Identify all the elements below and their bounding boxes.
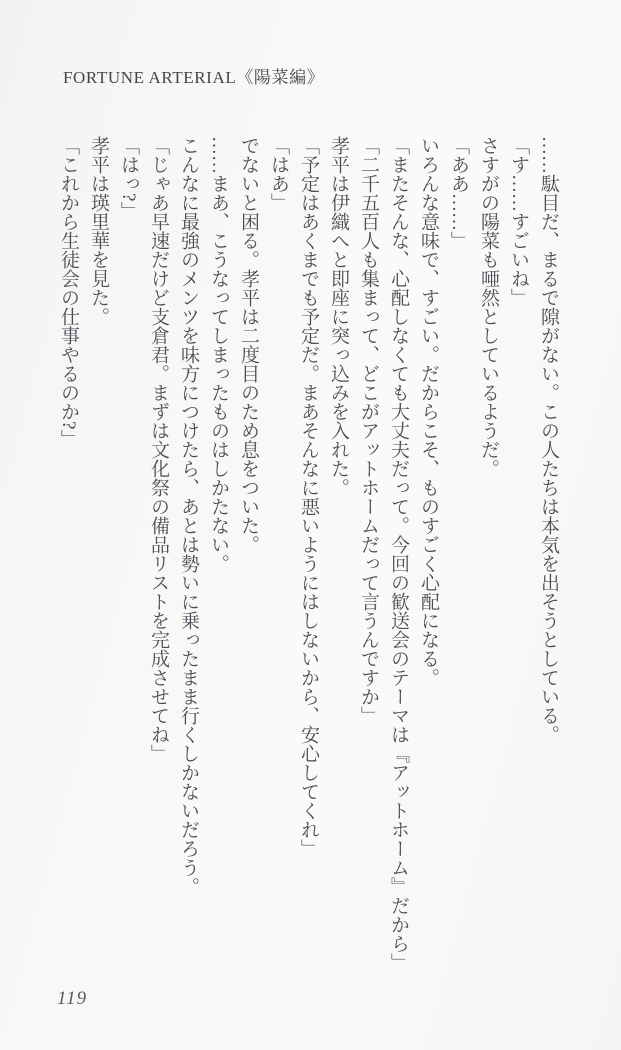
paragraph-dialogue: 「ああ……」 <box>448 136 469 250</box>
paragraph-dialogue: 「す……すごいね」 <box>508 136 529 307</box>
paragraph-narration: 孝平は瑛里華を見た。 <box>88 136 109 326</box>
paragraph-narration: いろんな意味で、すごい。だからこそ、ものすごく心配になる。 <box>418 136 439 687</box>
vertical-text-block <box>49 136 563 978</box>
paragraph-narration: ……まあ、こうなってしまったものはしかたない。 <box>208 136 229 573</box>
paragraph-dialogue: 「またそんな、心配しなくても大丈夫だって。今回の歓送会のテーマは『アットホーム』だから」 <box>388 136 409 972</box>
paragraph-narration: さすがの陽菜も唖然としているようだ。 <box>478 136 499 478</box>
paragraph-dialogue: 「じゃあ早速だけど支倉君。まずは文化祭の備品リストを完成させてね」 <box>148 136 169 763</box>
running-header-title: FORTUNE ARTERIAL《陽菜編》 <box>63 68 325 87</box>
paragraph-dialogue: 「はっ?」 <box>118 136 139 221</box>
page-number: 119 <box>57 988 88 1009</box>
paragraph-dialogue: 「はあ」 <box>268 136 289 212</box>
paragraph-narration: でないと困る。孝平は二度目のため息をついた。 <box>238 136 259 554</box>
paragraph-narration: 孝平は伊織へと即座に突っ込みを入れた。 <box>328 136 349 497</box>
paragraph-dialogue: 「これから生徒会の仕事やるのか?」 <box>58 136 79 449</box>
paragraph-narration: こんなに最強のメンツを味方につけたら、あとは勢いに乗ったまま行くしかないだろう。 <box>178 136 199 896</box>
paragraph-dialogue: 「予定はあくまでも予定だ。まあそんなに悪いようにはしないから、安心してくれ」 <box>298 136 319 858</box>
paragraph-dialogue: 「二千五百人も集まって、どこがアットホームだって言うんですか」 <box>358 136 379 725</box>
paragraph-narration: ……駄目だ、まるで隙がない。この人たちは本気を出そうとしている。 <box>538 136 559 744</box>
